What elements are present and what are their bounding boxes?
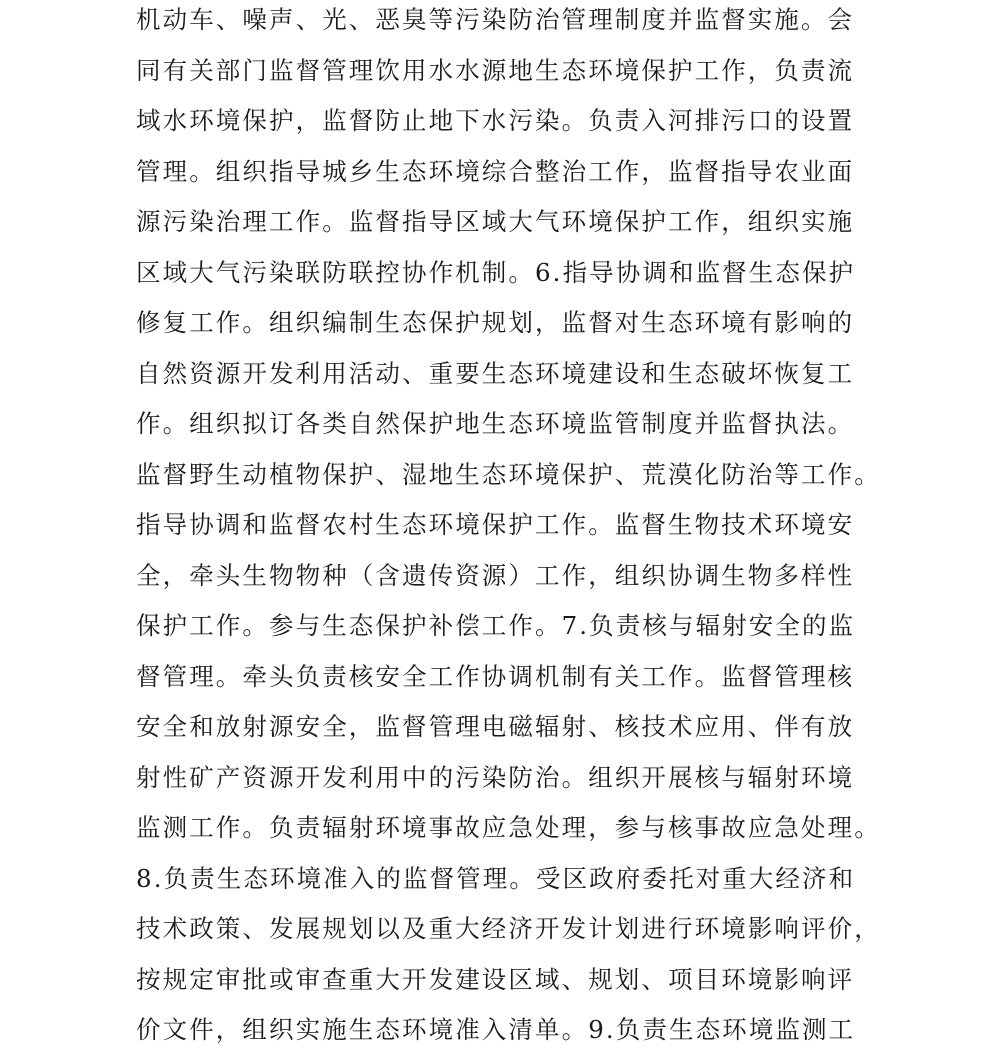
text-line: 射性矿产资源开发利用中的污染防治。组织开展核与辐射环境 [136,762,855,792]
text-line: 监测工作。负责辐射环境事故应急处理，参与核事故应急处理。 [136,813,881,842]
text-line: 按规定审批或审查重大开发建设区域、规划、项目环境影响评 [136,964,855,994]
text-line: 源污染治理工作。监督指导区域大气环境保护工作，组织实施 [136,207,855,236]
text-line: 域水环境保护，监督防止地下水污染。负责入河排污口的设置 [136,106,855,135]
text-line: 管理。组织指导城乡生态环境综合整治工作，监督指导农业面 [136,156,855,186]
text-line: 技术政策、发展规划以及重大经济开发计划进行环境影响评价， [136,914,881,943]
text-line: 8.负责生态环境准入的监督管理。受区政府委托对重大经济和 [136,863,856,893]
text-line: 价文件，组织实施生态环境准入清单。9.负责生态环境监测工 [136,1015,856,1044]
text-line: 督管理。牵头负责核安全工作协调机制有关工作。监督管理核 [136,661,855,691]
text-line: 修复工作。组织编制生态保护规划，监督对生态环境有影响的 [136,308,855,337]
text-line: 安全和放射源安全，监督管理电磁辐射、核技术应用、伴有放 [136,712,855,741]
text-line: 作。组织拟订各类自然保护地生态环境监管制度并监督执法。 [136,409,855,438]
text-line: 区域大气污染联防联控协作机制。6.指导协调和监督生态保护 [136,257,856,287]
text-line: 指导协调和监督农村生态环境保护工作。监督生物技术环境安 [136,510,855,539]
text-line: 机动车、噪声、光、恶臭等污染防治管理制度并监督实施。会 [136,5,855,34]
text-line: 全，牵头生物物种（含遗传资源）工作，组织协调生物多样性 [136,560,855,590]
text-line: 监督野生动植物保护、湿地生态环境保护、荒漠化防治等工作。 [136,459,881,489]
text-line: 保护工作。参与生态保护补偿工作。7.负责核与辐射安全的监 [136,611,856,640]
text-line: 自然资源开发利用活动、重要生态环境建设和生态破坏恢复工 [136,358,855,388]
text-line: 同有关部门监督管理饮用水水源地生态环境保护工作，负责流 [136,55,855,85]
body-text [136,0,936,1061]
